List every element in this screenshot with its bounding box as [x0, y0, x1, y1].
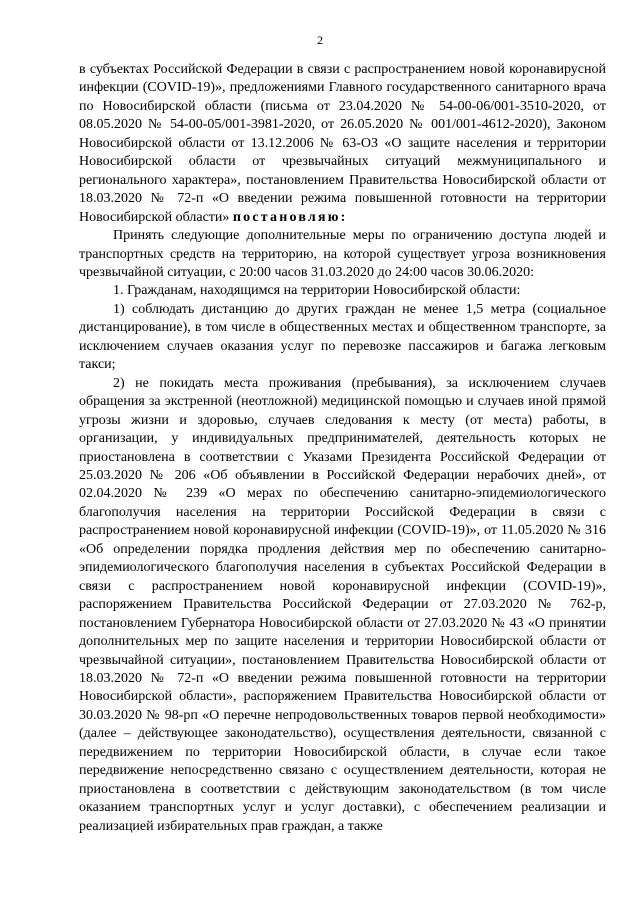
- paragraph-subitem-2: 2) не покидать места проживания (пребывания), за исключением случаев обращения за экстренной (неотложной) медицинской помощью и случаев иной прямой угрозы жизни и здоровью, случаев следования к месту (от места) работы, в организации, у индивидуальных предпринимателей, деятельность которых не приостановлена в соответствии с Указами Президента Российской Федерации от 25.03.2020 № 206 «Об объявлении в Российской Федерации нерабочих дней», от 02.04.2020 № 239 «О мерах по обеспечению санитарно-эпидемиологического благополучия населения на территории Российской Федерации в связи с распространением новой коронавирусной инфекции (COVID-19)», от 11.05.2020 № 316 «Об определении порядка продления действия мер по обеспечению санитарно-эпидемиологического благополучия населения в субъектах Российской Федерации в связи с распространением новой коронавирусной инфекции (COVID-19)», распоряжением Правительства Российской Федерации от 27.03.2020 № 762-р, постановлением Губернатора Новосибирской области от 27.03.2020 № 43 «О принятии дополнительных мер по защите населения и территории Новосибирской области от чрезвычайной ситуации», постановлением Правительства Новосибирской области от 18.03.2020 № 72-п «О введении режима повышенной готовности на территории Новосибирской области», распоряжением Правительства Новосибирской области от 30.03.2020 № 98-рп «О перечне непродовольственных товаров первой необходимости» (далее – действующее законодательство), осуществления деятельности, связанной с передвижением по территории Новосибирской области, в случае если такое передвижение непосредственно связано с осуществлением деятельности, которая не приостановлена в соответствии с действующим законодательством (в том числе оказанием транспортных услуг и услуг доставки), с обеспечением реализации и реализацией избирательных прав граждан, а также: [79, 375, 606, 834]
- paragraph-measures-intro: Принять следующие дополнительные меры по ограничению доступа людей и транспортных средств на территорию, на которой существует угроза возникновения чрезвычайной ситуации, с 20:00 часов 31.03.2020 до 24:00 часов 30.06.2020:: [79, 228, 606, 280]
- paragraph-item-1: 1. Гражданам, находящимся на территории Новосибирской области:: [113, 283, 521, 299]
- paragraph-preamble: [79, 61, 606, 227]
- resolution-word: постановляю: [232, 209, 341, 225]
- document-body: [79, 61, 606, 836]
- resolution-colon: :: [340, 209, 348, 225]
- paragraph-subitem-1: 1) соблюдать дистанцию до других граждан не менее 1,5 метра (социальное дистанцирование), в том числе в общественных местах и общественном транспорте, за исключением случаев оказания услуг по перевозке пассажиров и багажа легковым такси;: [79, 301, 606, 373]
- page-number: 2: [317, 33, 323, 47]
- preamble-text: в субъектах Российской Федерации в связи с распространением новой коронавирусной инфекции (COVID-19)», предложениями Главного государственного санитарного врача по Новосибирской области (письма от 23.04.2020 № 54-00-06/001-3510-2020, от 08.05.2020 № 54-00-05/001-3981-2020, от 26.05.2020 № 001/001-4612-2020), Законом Новосибирской области от 13.12.2006 № 63-ОЗ «О защите населения и территории Новосибирской области от чрезвычайных ситуаций межмуниципального и регионального характера», постановлением Правительства Новосибирской области от 18.03.2020 № 72-п «О введении режима повышенной готовности на территории Новосибирской области»: [79, 62, 606, 225]
